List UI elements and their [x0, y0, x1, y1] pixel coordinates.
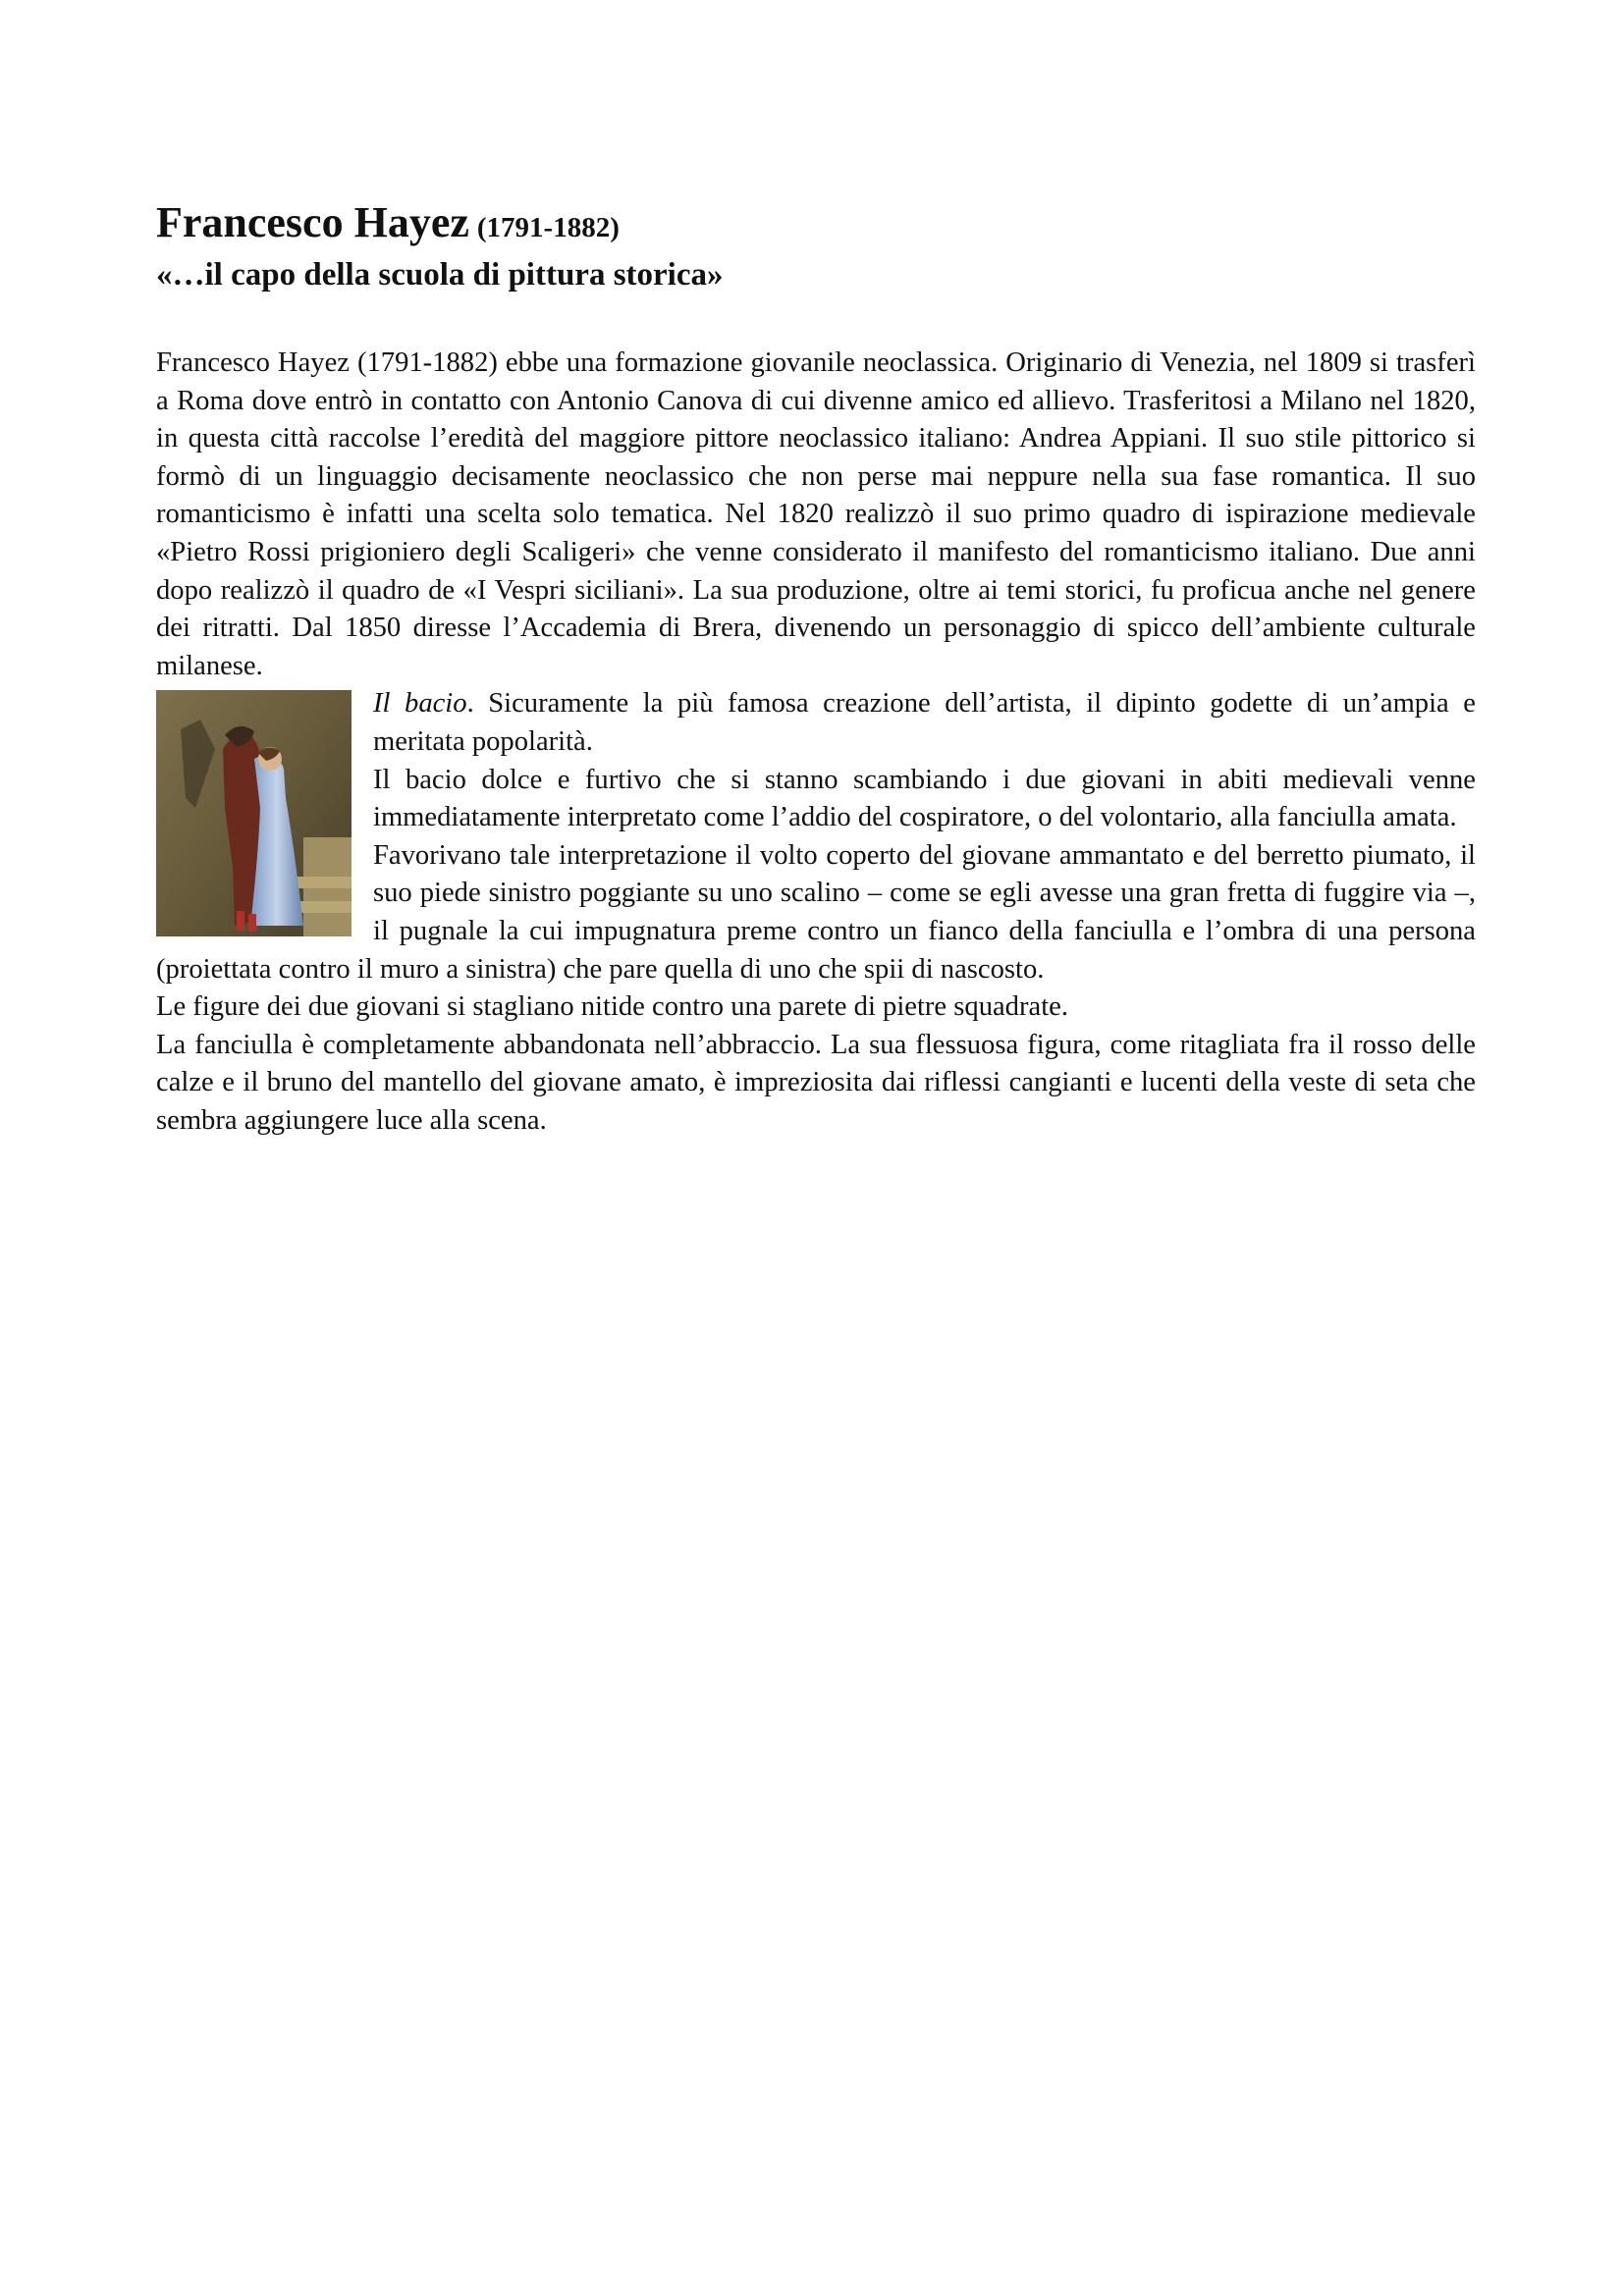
bacio-paragraph-2: Il bacio dolce e furtivo che si stanno scambiando i due giovani in abiti medievali venne immediatamente interpretato come l’addio del cospiratore, o del volontario, alla fanciulla amata.	[373, 764, 1476, 833]
il-bacio-painting-image	[156, 690, 352, 936]
bacio-paragraph-5: La fanciulla è completamente abbandonata nell’abbraccio. La sua flessuosa figura, come ritagliata fra il rosso delle calze e il bruno del mantello del giovane amato, è impreziosita dai riflessi cangianti e lucenti della veste di seta che sembra aggiungere luce alla scena.	[156, 1029, 1476, 1136]
document-page	[156, 196, 1476, 1140]
document-body	[156, 345, 1476, 1140]
page-title	[156, 196, 1476, 254]
painting-artwork	[156, 690, 352, 936]
bacio-paragraph-1-text: . Sicuramente la più famosa creazione dell’artista, il dipinto godette di un’ampia e meritata popolarità.	[373, 688, 1476, 757]
painting-title: Il bacio	[373, 688, 467, 720]
bacio-paragraph-4: Le figure dei due giovani si stagliano nitide contro una parete di pietre squadrate.	[156, 991, 1068, 1023]
bacio-paragraph-1	[156, 685, 1476, 761]
intro-paragraph: Francesco Hayez (1791-1882) ebbe una formazione giovanile neoclassica. Originario di Venezia, nel 1809 si trasferì a Roma dove entrò in contatto con Antonio Canova di cui divenne amico ed allievo. Trasferitosi a Milano nel 1820, in questa città raccolse l’eredità del maggiore pittore neoclassico italiano: Andrea Appiani. Il suo stile pittorico si formò di un linguaggio decisamente neoclassico che non perse mai neppure nella sua fase romantica. Il suo romanticismo è infatti una scelta solo tematica. Nel 1820 realizzò il suo primo quadro di ispirazione medievale «Pietro Rossi prigioniero degli Scaligeri» che venne considerato il manifesto del romanticismo italiano. Due anni dopo realizzò il quadro de «I Vespri siciliani». La sua produzione, oltre ai temi storici, fu proficua anche nel genere dei ritratti. Dal 1850 diresse l’Accademia di Brera, divenendo un personaggio di spicco dell’ambiente culturale milanese.	[156, 347, 1476, 681]
title-years: (1791-1882)	[476, 212, 620, 243]
bacio-paragraph-3: Favorivano tale interpretazione il volto coperto del giovane ammantato e del berretto piumato, il suo piede sinistro poggiante su uno scalino – come se egli avesse una gran fretta di fuggire via –, il pugnale la cui impugnatura preme contro un fianco della fanciulla e l’ombra di una persona (proiettata contro il muro a sinistra) che pare quella di uno che spii di nascosto.	[156, 839, 1476, 985]
page-subtitle: «…il capo della scuola di pittura storica»	[156, 257, 724, 293]
title-name: Francesco Hayez	[156, 198, 469, 246]
